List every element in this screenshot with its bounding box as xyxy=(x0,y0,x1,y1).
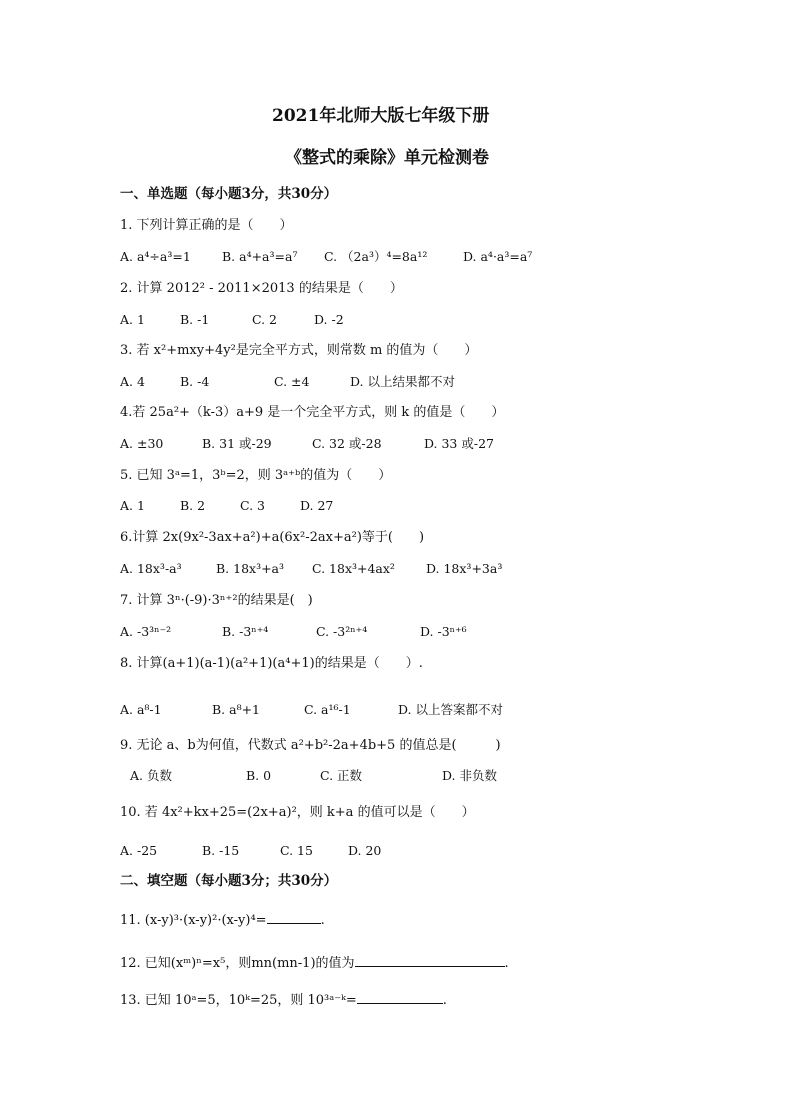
question-1-options xyxy=(120,251,532,264)
option-d: D. a⁴·a³=a⁷ xyxy=(462,249,533,264)
question-4-options xyxy=(120,438,494,451)
question-13-stem: 13. 已知 10ᵃ=5，10ᵏ=25，则 10³ᵃ⁻ᵏ= xyxy=(120,993,357,1008)
doc-title-line1: 2021年北师大版七年级下册 xyxy=(272,106,490,126)
question-11-end: . xyxy=(320,913,325,928)
option-d: D. 33 或-27 xyxy=(423,436,494,451)
option-a: A. 负数 xyxy=(130,768,172,783)
option-b: B. -3ⁿ⁺⁴ xyxy=(221,624,269,639)
question-4: 4.若 25a²+（k-3）a+9 是一个完全平方式，则 k 的值是（ ） xyxy=(120,405,505,420)
question-13 xyxy=(120,990,447,1007)
question-11 xyxy=(120,910,325,927)
option-c: C. a¹⁶-1 xyxy=(303,702,351,717)
question-12-end: . xyxy=(504,956,509,971)
option-c: C. 正数 xyxy=(319,768,363,783)
option-c: C. （2a³）⁴=8a¹² xyxy=(323,249,428,264)
option-b: B. a⁴+a³=a⁷ xyxy=(221,249,298,264)
option-d: D. 27 xyxy=(299,498,334,513)
question-3: 3. 若 x²+mxy+4y²是完全平方式，则常数 m 的值为（ ） xyxy=(120,343,478,358)
question-12 xyxy=(120,953,509,970)
doc-title-line2: 《整式的乘除》单元检测卷 xyxy=(285,148,489,168)
option-a: A. 1 xyxy=(120,312,145,327)
question-3-options xyxy=(120,376,455,389)
question-9: 9. 无论 a、b为何值，代数式 a²+b²-2a+4b+5 的值总是( ) xyxy=(120,738,501,753)
option-a: A. a⁴÷a³=1 xyxy=(120,249,191,264)
answer-blank[interactable] xyxy=(357,990,443,1004)
question-7: 7. 计算 3ⁿ·(-9)·3ⁿ⁺²的结果是( ) xyxy=(120,593,313,608)
answer-blank[interactable] xyxy=(355,953,505,967)
option-d: D. -2 xyxy=(313,312,344,327)
question-5-options xyxy=(120,500,333,513)
option-a: A. 4 xyxy=(120,374,145,389)
question-7-options xyxy=(120,626,467,639)
question-1: 1. 下列计算正确的是（ ） xyxy=(120,218,293,233)
option-a: A. 18x³-a³ xyxy=(120,561,182,576)
option-c: C. 32 或-28 xyxy=(311,436,382,451)
option-a: A. -25 xyxy=(120,843,158,858)
option-b: B. 31 或-29 xyxy=(201,436,272,451)
question-13-end: . xyxy=(442,993,447,1008)
option-c: C. 3 xyxy=(239,498,265,513)
answer-blank[interactable] xyxy=(267,910,321,924)
option-b: B. a⁸+1 xyxy=(211,702,261,717)
option-a: A. a⁸-1 xyxy=(120,702,162,717)
question-10: 10. 若 4x²+kx+25=(2x+a)²，则 k+a 的值可以是（ ） xyxy=(120,805,475,820)
option-a: A. 1 xyxy=(120,498,145,513)
option-d: D. 18x³+3a³ xyxy=(425,561,503,576)
option-d: D. 20 xyxy=(347,843,382,858)
option-c: C. 18x³+4ax² xyxy=(311,561,395,576)
question-12-stem: 12. 已知(xᵐ)ⁿ=x⁵，则mn(mn-1)的值为 xyxy=(120,956,355,971)
question-11-stem: 11. (x-y)³·(x-y)²·(x-y)⁴= xyxy=(120,913,267,928)
question-8: 8. 计算(a+1)(a-1)(a²+1)(a⁴+1)的结果是（ ）. xyxy=(120,656,423,671)
option-c: C. ±4 xyxy=(273,374,310,389)
question-6-options xyxy=(120,563,502,576)
option-b: B. -1 xyxy=(179,312,210,327)
question-8-options xyxy=(120,704,503,717)
option-d: D. -3ⁿ⁺⁶ xyxy=(419,624,467,639)
option-d: D. 以上答案都不对 xyxy=(397,702,503,717)
question-9-options xyxy=(130,770,497,783)
section-heading-single-choice: 一、单选题（每小题3分，共30分） xyxy=(120,186,338,202)
option-b: B. -4 xyxy=(179,374,210,389)
option-d: D. 非负数 xyxy=(441,768,497,783)
option-c: C. 15 xyxy=(279,843,313,858)
option-b: B. 2 xyxy=(179,498,206,513)
option-d: D. 以上结果都不对 xyxy=(349,374,455,389)
option-b: B. -15 xyxy=(201,843,240,858)
option-a: A. -3³ⁿ⁻² xyxy=(120,624,172,639)
option-a: A. ±30 xyxy=(120,436,164,451)
option-c: C. 2 xyxy=(251,312,277,327)
question-5: 5. 已知 3ᵃ=1，3ᵇ=2，则 3ᵃ⁺ᵇ的值为（ ） xyxy=(120,468,392,483)
question-2-options xyxy=(120,314,344,327)
section-heading-fill-blank: 二、填空题（每小题3分；共30分） xyxy=(120,873,338,889)
question-6: 6.计算 2x(9x²-3ax+a²)+a(6x²-2ax+a²)等于( ) xyxy=(120,530,425,545)
option-b: B. 0 xyxy=(245,768,272,783)
option-c: C. -3²ⁿ⁺⁴ xyxy=(315,624,368,639)
option-b: B. 18x³+a³ xyxy=(215,561,285,576)
question-2: 2. 计算 2012² - 2011×2013 的结果是（ ） xyxy=(120,281,403,296)
question-10-options xyxy=(120,845,381,858)
